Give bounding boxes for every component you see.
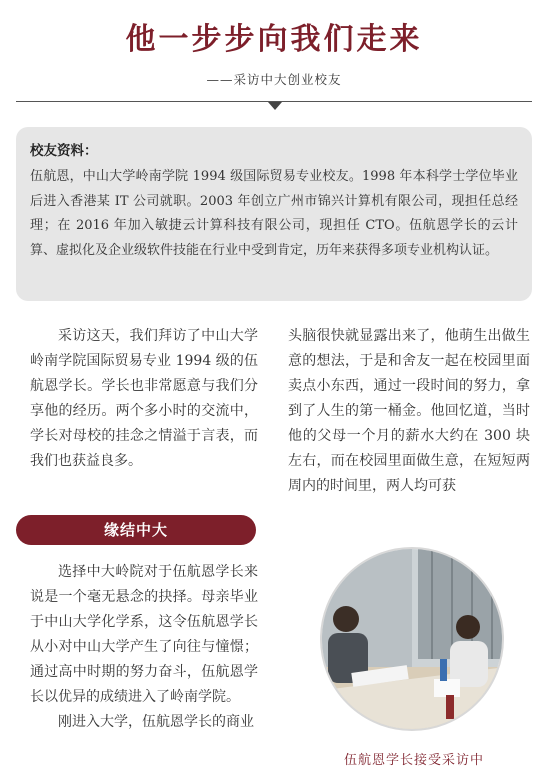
profile-text: 伍航恩，中山大学岭南学院 1994 级国际贸易专业校友。1998 年本科学士学位毕业后进入香港某 IT 公司就职。2003 年创立广州市锦兴计算机有限公司，现担任总经理；在 2016 年加入敏捷云计算科技有限公司，现担任 CTO。伍航恩学长的云计算、虚拟化及企业级软件技能在行业中受到肯定，历年来获得多项专业机构认证。: [30, 169, 518, 258]
left-column-body: [30, 560, 258, 735]
interview-photo: [320, 547, 504, 731]
divider-triangle-icon: [268, 102, 282, 110]
interview-photo-illustration: [322, 549, 504, 731]
profile-heading: 校友资料：: [30, 143, 98, 159]
page-title: 他一步步向我们走来: [125, 22, 423, 57]
page-subtitle: ——采访中大创业校友: [206, 72, 342, 87]
right-column: [288, 324, 530, 499]
right-column-paragraph: 头脑很快就显露出来了，他萌生出做生意的想法，于是和舍友一起在校园里面卖点小东西，通过一段时间的努力，拿到了人生的第一桶金。他回忆道，当时他的父母一个月的薪水大约在 300 块左右，而在校园里面做生意，在短短两周内的时间里，两人均可获: [288, 328, 530, 494]
left-column-intro: [30, 324, 258, 474]
body-paragraph-1: 选择中大岭院对于伍航恩学长来说是一个毫无悬念的抉择。母亲毕业于中山大学化学系，这令伍航恩学长从小对中山大学产生了向往与憧憬；通过高中时期的努力奋斗，伍航恩学长以优异的成绩进入了岭南学院。: [30, 564, 258, 705]
intro-paragraph: 采访这天，我们拜访了中山大学岭南学院国际贸易专业 1994 级的伍航恩学长。学长也非常愿意与我们分享他的经历。两个多小时的交流中，学长对母校的挂念之情溢于言表，而我们也获益良多。: [30, 328, 258, 469]
photo-caption: 伍航恩学长接受采访中: [343, 753, 484, 768]
alumni-profile-box: [16, 127, 532, 301]
section-heading: 缘结中大: [16, 515, 256, 545]
body-paragraph-2: 刚进入大学，伍航恩学长的商业: [58, 714, 254, 730]
